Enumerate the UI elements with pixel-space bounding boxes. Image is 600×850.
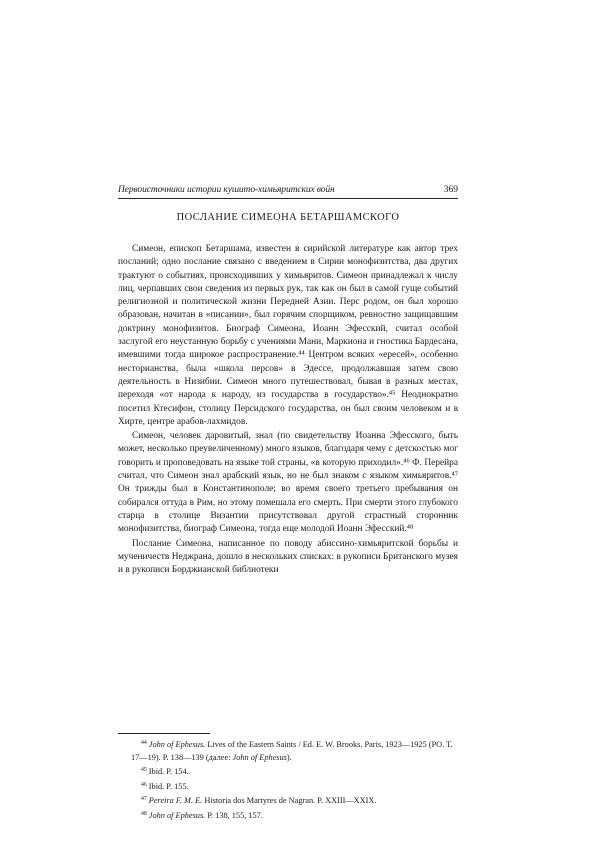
footnote-text: Ibid. P. 154. xyxy=(148,767,189,777)
footnote-text-end: ). xyxy=(286,752,292,762)
footnote-47 xyxy=(131,793,458,808)
footnote-text: Historia dos Martyres de Nagran. P. XXIII—XXIX. xyxy=(204,796,377,806)
footnote-number: 44 xyxy=(141,740,147,746)
paragraph-2: Симеон, человек даровитый, знал (по свидетельству Иоанна Эфесского, быть может, несколько преувеличенному) много языков, благодаря чему с детскостью мог говорить и проповедовать на языке той страны, «в которую приходил».⁴⁶ Ф. Перейра считал, что Симеон знал арабский язык, но не был знаком с языком химьяритов.⁴⁷ Он трижды был в Константинополе; во время своего третьего пребывания он собирался оттуда в Рим, но этому помешала его смерть. При смерти этого глубокого старца в столице Византии присутствовал другой страстный сторонник монофизитства, биограф Симеона, тогда еще молодой Иоанн Эфесский.⁴⁸ xyxy=(118,431,458,535)
footnote-46 xyxy=(131,779,458,794)
footnote-text: Ibid. P. 155. xyxy=(148,781,189,791)
footnote-48 xyxy=(131,808,458,823)
running-header xyxy=(118,182,458,199)
footnotes xyxy=(131,737,458,823)
footnote-45 xyxy=(131,764,458,779)
footnote-number: 46 xyxy=(141,781,147,788)
footnote-number: 47 xyxy=(141,796,147,803)
footnote-44 xyxy=(131,737,458,764)
footnote-author: John of Ephesus. xyxy=(148,740,206,749)
footnote-text: P. 138, 155, 157. xyxy=(207,810,263,820)
footnote-number: 45 xyxy=(141,767,147,774)
footnote-author: John of Ephesus. xyxy=(148,810,206,820)
footnote-number: 48 xyxy=(141,810,147,817)
running-title: Первоисточники истории кушито-химьяритских войн xyxy=(118,185,335,195)
footnote-author-short: John of Ephesus xyxy=(232,752,287,762)
section-title: ПОСЛАНИЕ СИМЕОНА БЕТАРШАМСКОГО xyxy=(176,212,400,223)
paragraph-3: Послание Симеона, написанное по поводу абиссино-химьяритской борьбы и мученичеств Неджрана, дошло в нескольких списках: в рукописи Британского музея и в рукописи Борджианской библиотеки xyxy=(118,538,458,576)
footnote-divider xyxy=(118,733,210,734)
paragraph-1: Симеон, епископ Бетаршама, известен в сирийской литературе как автор трех посланий; одно послание связано с введением в Сирии монофизитства, два других трактуют о событиях, происходивших у химьяритов. Симеон принадлежал к числу лиц, черпавших свои сведения из первых рук, так как он был в самой гуще событий религиозной и политической жизни Передней Азии. Перс родом, он был хорошо образован, начитан в «писании», был горячим спорщиком, ревностно защищавшим доктрину монофизитов. Биограф Симеона, Иоанн Эфесский, считал особой заслугой его неустанную борьбу с учениями Мани, Маркиона и гностика Бардесана, имевшими тогда широкое распространение.⁴⁴ Центром всяких «ересей», особенно несторианства, была «школа персов» в Эдессе, продолжавшая затем свою деятельность в Низибии. Симеон много путешествовал, бывая в разных местах, переходя «от народа к народу, из государства в государство».⁴⁵ Неоднократно посетил Ктесифон, столицу Персидского государства, он был своим человеком и в Хирте, центре арабов-лахмидов. xyxy=(118,244,458,427)
page-number: 369 xyxy=(443,185,458,195)
body-text xyxy=(118,243,458,577)
footnote-text: Lives of the Eastern Saints / Ed. E. W. Brooks. Paris, 1923—1925 (PO. T. 17—19). P. 138—139 (далее: xyxy=(131,740,453,762)
footnote-author: Pereira F. M. E. xyxy=(148,796,203,806)
